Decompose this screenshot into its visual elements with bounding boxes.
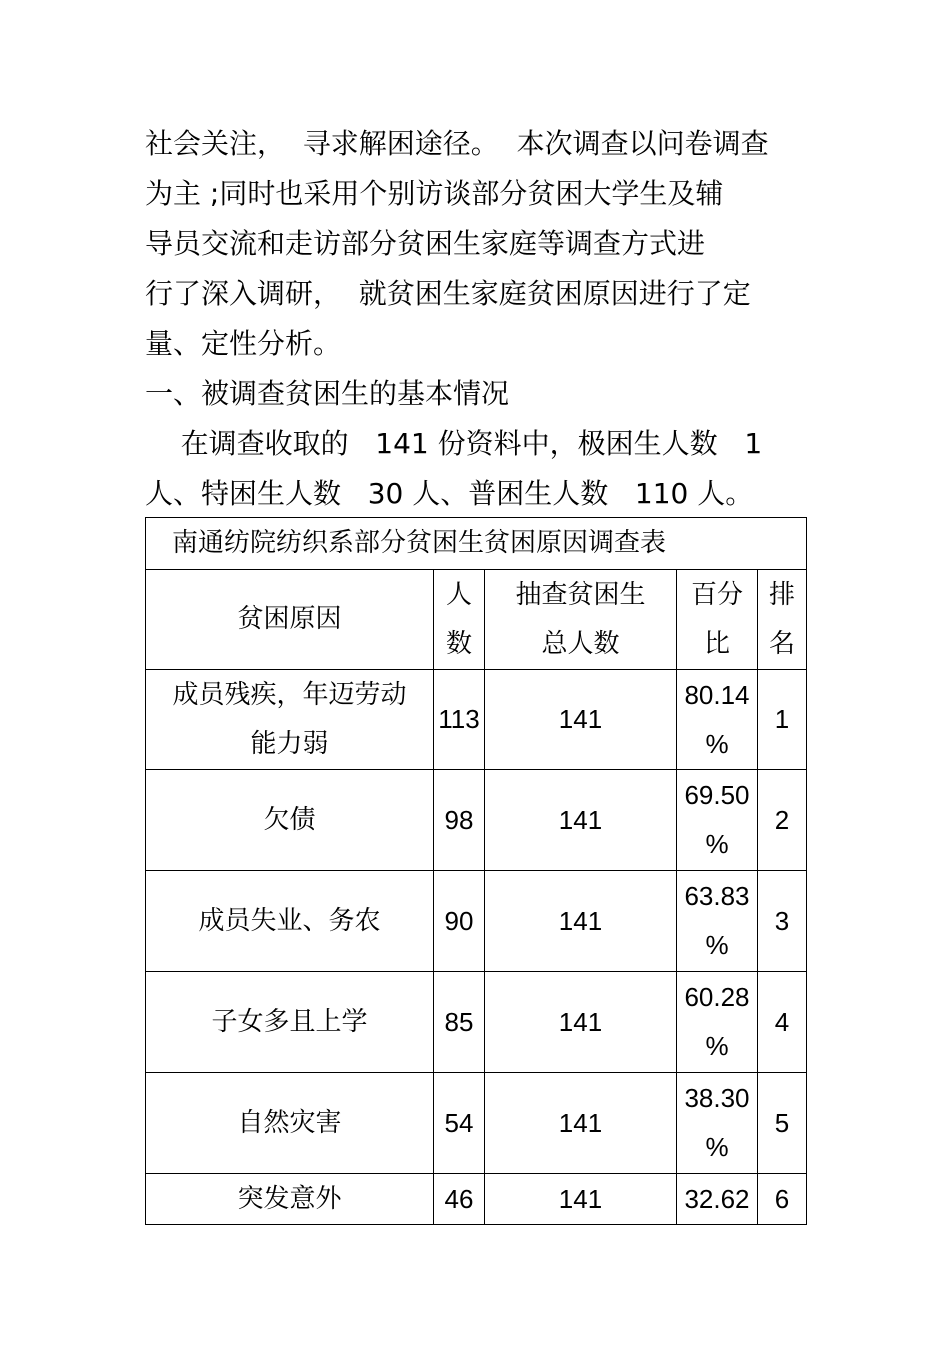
paragraph-line-3: 导员交流和走访部分贫困生家庭等调查方式进 bbox=[145, 227, 706, 260]
paragraph-line-4: 行了深入调研， 就贫困生家庭贫困原因进行了定 bbox=[145, 277, 751, 310]
cell-count: 98 bbox=[434, 770, 485, 871]
cell-reason: 自然灾害 bbox=[146, 1073, 434, 1174]
cell-reason: 欠债 bbox=[146, 770, 434, 871]
cell-reason: 成员残疾，年迈劳动 能力弱 bbox=[146, 670, 434, 770]
paragraph-line-2: 为主 ;同时也采用个别访谈部分贫困大学生及辅 bbox=[145, 177, 724, 210]
cell-count: 85 bbox=[434, 972, 485, 1073]
table-row bbox=[146, 770, 807, 871]
cell-count: 113 bbox=[434, 670, 485, 770]
poverty-cause-table bbox=[145, 517, 807, 1225]
cell-total: 141 bbox=[485, 670, 677, 770]
cell-count: 54 bbox=[434, 1073, 485, 1174]
cell-percent: 38.30 % bbox=[677, 1073, 758, 1174]
paragraph-line-5: 量、定性分析。 bbox=[145, 327, 342, 360]
cell-reason: 成员失业、务农 bbox=[146, 871, 434, 972]
cell-total: 141 bbox=[485, 1073, 677, 1174]
cell-rank: 3 bbox=[758, 871, 807, 972]
paragraph-line-1: 社会关注， 寻求解困途径。 本次调查以问卷调查 bbox=[145, 127, 769, 160]
cell-reason: 子女多且上学 bbox=[146, 972, 434, 1073]
cell-percent: 63.83 % bbox=[677, 871, 758, 972]
cell-rank: 5 bbox=[758, 1073, 807, 1174]
header-rank: 排 名 bbox=[758, 570, 807, 670]
cell-total: 141 bbox=[485, 1174, 677, 1225]
cell-percent: 60.28 % bbox=[677, 972, 758, 1073]
table-title-row bbox=[146, 518, 807, 570]
cell-total: 141 bbox=[485, 770, 677, 871]
table-row bbox=[146, 670, 807, 770]
cell-percent: 80.14 % bbox=[677, 670, 758, 770]
cell-total: 141 bbox=[485, 972, 677, 1073]
cell-rank: 1 bbox=[758, 670, 807, 770]
header-count: 人 数 bbox=[434, 570, 485, 670]
table-row bbox=[146, 1073, 807, 1174]
table-title: 南通纺院纺织系部分贫困生贫困原因调查表 bbox=[146, 518, 807, 570]
cell-rank: 2 bbox=[758, 770, 807, 871]
table-row bbox=[146, 972, 807, 1073]
cell-count: 46 bbox=[434, 1174, 485, 1225]
header-percent: 百分 比 bbox=[677, 570, 758, 670]
cell-percent: 32.62 bbox=[677, 1174, 758, 1225]
header-total: 抽查贫困生 总人数 bbox=[485, 570, 677, 670]
cell-count: 90 bbox=[434, 871, 485, 972]
intro-line-1: 在调查收取的 141 份资料中，极困生人数 1 bbox=[145, 427, 763, 460]
cell-rank: 4 bbox=[758, 972, 807, 1073]
cell-reason: 突发意外 bbox=[146, 1174, 434, 1225]
table-row bbox=[146, 871, 807, 972]
cell-percent: 69.50 % bbox=[677, 770, 758, 871]
table-header-row bbox=[146, 570, 807, 670]
intro-line-2: 人、特困生人数 30 人、普困生人数 110 人。 bbox=[145, 477, 754, 510]
table-row bbox=[146, 1174, 807, 1225]
cell-total: 141 bbox=[485, 871, 677, 972]
section-heading: 一、被调查贫困生的基本情况 bbox=[145, 377, 510, 410]
cell-rank: 6 bbox=[758, 1174, 807, 1225]
header-reason: 贫困原因 bbox=[146, 570, 434, 670]
